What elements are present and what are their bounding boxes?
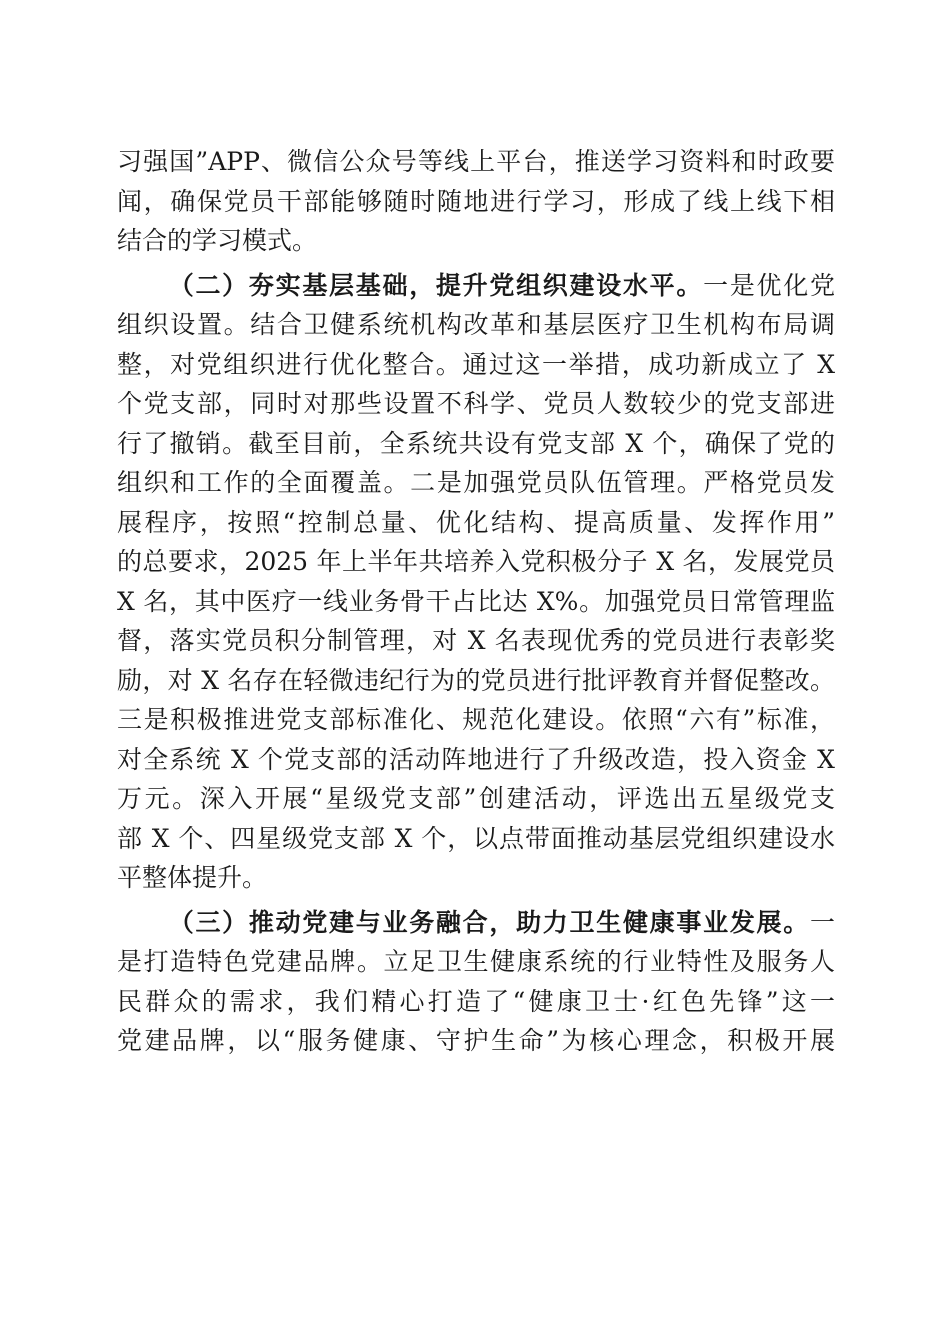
text-line: 励，对 X 名存在轻微违纪行为的党员进行批评教育并督促整改。 — [117, 665, 835, 695]
text-line: 平整体提升。 — [117, 863, 268, 892]
heading-trailing-text: 一是优化党 — [703, 270, 835, 300]
text-line: 民群众的需求，我们精心打造了“健康卫士·红色先锋”这一 — [117, 986, 835, 1016]
paragraph-first-line — [117, 903, 835, 943]
text-line: 行了撤销。截至目前，全系统共设有党支部 X 个，确保了党的 — [117, 428, 835, 458]
section-heading: （二）夯实基层基础，提升党组织建设水平。 — [167, 270, 704, 300]
text-line: 部 X 个、四星级党支部 X 个，以点带面推动基层党组织建设水 — [117, 823, 835, 853]
text-line: 三是积极推进党支部标准化、规范化建设。依照“六有”标准， — [117, 705, 835, 734]
text-line: 对全系统 X 个党支部的活动阵地进行了升级改造，投入资金 X — [117, 744, 835, 774]
text-line: X 名，其中医疗一线业务骨干占比达 X%。加强党员日常管理监 — [117, 586, 835, 616]
text-line: 的总要求，2025 年上半年共培养入党积极分子 X 名，发展党员 — [117, 547, 835, 576]
text-line: 整，对党组织进行优化整合。通过这一举措，成功新成立了 X — [117, 349, 835, 379]
text-line: 习强国”APP、微信公众号等线上平台，推送学习资料和时政要 — [117, 147, 835, 176]
text-line: 万元。深入开展“星级党支部”创建活动，评选出五星级党支 — [117, 784, 835, 813]
heading-trailing-text: 一 — [809, 907, 835, 937]
paragraph-2 — [117, 266, 835, 898]
text-line: 组织设置。结合卫健系统机构改革和基层医疗卫生机构布局调 — [117, 310, 835, 339]
text-line: 结合的学习模式。 — [117, 226, 318, 255]
text-line: 个党支部，同时对那些设置不科学、党员人数较少的党支部进 — [117, 389, 835, 418]
text-line: 展程序，按照“控制总量、优化结构、提高质量、发挥作用” — [117, 507, 835, 537]
paragraph-3 — [117, 903, 835, 1061]
section-heading: （三）推动党建与业务融合，助力卫生健康事业发展。 — [167, 907, 810, 937]
text-line: 督，落实党员积分制管理，对 X 名表现优秀的党员进行表彰奖 — [117, 626, 835, 655]
document-body — [117, 142, 835, 1061]
text-line: 闻，确保党员干部能够随时随地进行学习，形成了线上线下相 — [117, 186, 835, 216]
paragraph-first-line — [117, 266, 835, 306]
text-line: 组织和工作的全面覆盖。二是加强党员队伍管理。严格党员发 — [117, 468, 835, 497]
text-line: 是打造特色党建品牌。立足卫生健康系统的行业特性及服务人 — [117, 947, 835, 976]
text-line: 党建品牌，以“服务健康、守护生命”为核心理念，积极开展 — [117, 1026, 835, 1055]
paragraph-1 — [117, 142, 835, 261]
